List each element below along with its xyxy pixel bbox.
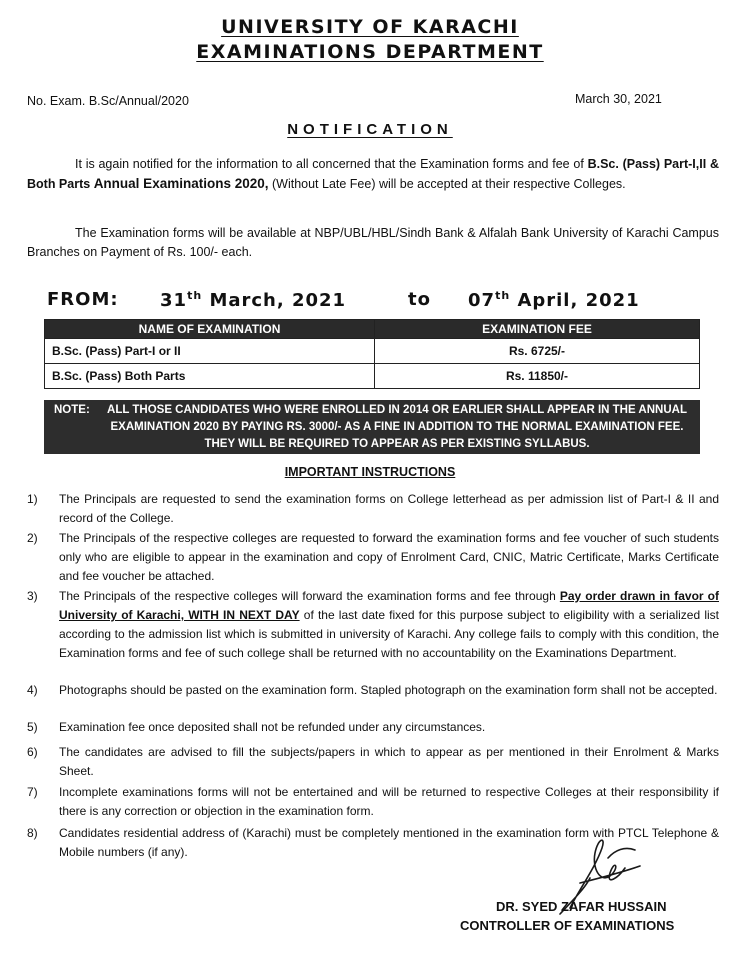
table-row xyxy=(45,364,700,389)
item-text-a: The Principals of the respective colleges will forward the examination forms and fee through xyxy=(59,589,556,603)
intro-text-bold: B.Sc. (Pass) Part-I,II & Both Parts xyxy=(27,157,719,191)
fee-table-header xyxy=(45,320,700,339)
start-day: 31 xyxy=(160,290,188,311)
header-exam-name: NAME OF EXAMINATION xyxy=(45,320,375,339)
reference-number: No. Exam. B.Sc/Annual/2020 xyxy=(27,94,189,108)
item-number: 6) xyxy=(27,745,38,759)
university-heading: UNIVERSITY OF KARACHI xyxy=(221,16,519,38)
exam-fee-cell: Rs. 11850/- xyxy=(375,364,700,389)
end-date xyxy=(468,289,640,311)
signatory-name: DR. SYED ZAFAR HUSSAIN xyxy=(496,899,667,914)
start-month-year: March, 2021 xyxy=(209,290,347,311)
item-number: 2) xyxy=(27,531,38,545)
header-exam-fee: EXAMINATION FEE xyxy=(375,320,700,339)
item-text xyxy=(59,587,719,663)
exam-fee-cell: Rs. 6725/- xyxy=(375,339,700,364)
notice-date: March 30, 2021 xyxy=(575,92,662,106)
item-text: Examination fee once deposited shall not be refunded under any circumstances. xyxy=(59,720,486,734)
item-number: 3) xyxy=(27,589,38,603)
item-text: Candidates residential address of (Karachi) must be completely mentioned in the examination form with PTCL Telephone & Mobile numbers (if any). xyxy=(59,826,719,859)
table-row xyxy=(45,339,700,364)
item-text: Incomplete examinations forms will not be entertained and will be returned to respective Colleges at their responsibility if there is any correction or objection in the examination form. xyxy=(59,785,719,818)
paragraph-availability xyxy=(27,224,719,262)
from-label: FROM: xyxy=(47,289,119,310)
exam-name-cell: B.Sc. (Pass) Part-I or II xyxy=(45,339,375,364)
note-text: ALL THOSE CANDIDATES WHO WERE ENROLLED IN 2014 OR EARLIER SHALL APPEAR IN THE ANNUAL EXAMINATION 2020 BY PAYING RS. 3000/- AS A FINE IN ADDITION TO THE NORMAL EXAMINATION FEE. THEY WILL BE REQUIRED TO APPEAR AS PER EXISTING SYLLABUS. xyxy=(107,404,687,450)
item-number: 4) xyxy=(27,683,38,697)
item-text: The candidates are advised to fill the subjects/papers in which to appear as per mentioned in their Enrolment & Marks Sheet. xyxy=(59,745,719,778)
start-suffix: th xyxy=(187,289,203,302)
exam-name-cell: B.Sc. (Pass) Both Parts xyxy=(45,364,375,389)
signatory-title: CONTROLLER OF EXAMINATIONS xyxy=(460,918,675,933)
start-date xyxy=(160,289,346,311)
instructions-title: IMPORTANT INSTRUCTIONS xyxy=(284,465,456,479)
item-number: 1) xyxy=(27,492,38,506)
intro-text-1: It is again notified for the information to all concerned that the Examination forms and fee of xyxy=(75,157,584,171)
notification-title: NOTIFICATION xyxy=(287,121,453,138)
item-number: 7) xyxy=(27,785,38,799)
item-text-b: of the last date fixed for this purpose subject to eligibility with a serialized list according to the admission list which is submitted in university of Karachi. Any college fails to comply with this condition, the Examination forms and fee of such college shall be returned with no accountability on the Examinations Department. xyxy=(59,608,719,660)
item-text: The Principals are requested to send the examination forms on College letterhead as per admission list of Part-I & II and record of the College. xyxy=(59,492,719,525)
to-label: to xyxy=(408,289,431,310)
intro-text-2: (Without Late Fee) will be accepted at their respective Colleges. xyxy=(271,177,626,191)
end-suffix: th xyxy=(495,289,511,302)
paragraph-intro xyxy=(27,155,719,194)
item-number: 8) xyxy=(27,826,38,840)
availability-text: The Examination forms will be available at NBP/UBL/HBL/Sindh Bank & Alfalah Bank University of Karachi Campus Branches on Payment of Rs. 100/- each. xyxy=(27,226,719,259)
note-label: NOTE: xyxy=(54,404,90,416)
end-day: 07 xyxy=(468,290,496,311)
period-line xyxy=(0,289,740,315)
intro-text-big: Annual Examinations 2020, xyxy=(93,176,269,191)
item-text: The Principals of the respective colleges are requested to forward the examination forms and fee voucher of such students only who are eligible to appear in the examination and copy of Enrolment Card, CNIC, Matric Certificate, Marks Certificate and fee voucher be attached. xyxy=(59,531,719,583)
end-month-year: April, 2021 xyxy=(517,290,640,311)
item-text: Photographs should be pasted on the examination form. Stapled photograph on the examination form shall not be accepted. xyxy=(59,683,718,697)
pay-order-emphasis: Pay order drawn in favor of University of Karachi, WITH IN NEXT DAY xyxy=(59,589,719,622)
item-number: 5) xyxy=(27,720,38,734)
department-heading: EXAMINATIONS DEPARTMENT xyxy=(196,41,544,63)
note-box xyxy=(44,400,700,454)
fee-table xyxy=(44,319,700,389)
